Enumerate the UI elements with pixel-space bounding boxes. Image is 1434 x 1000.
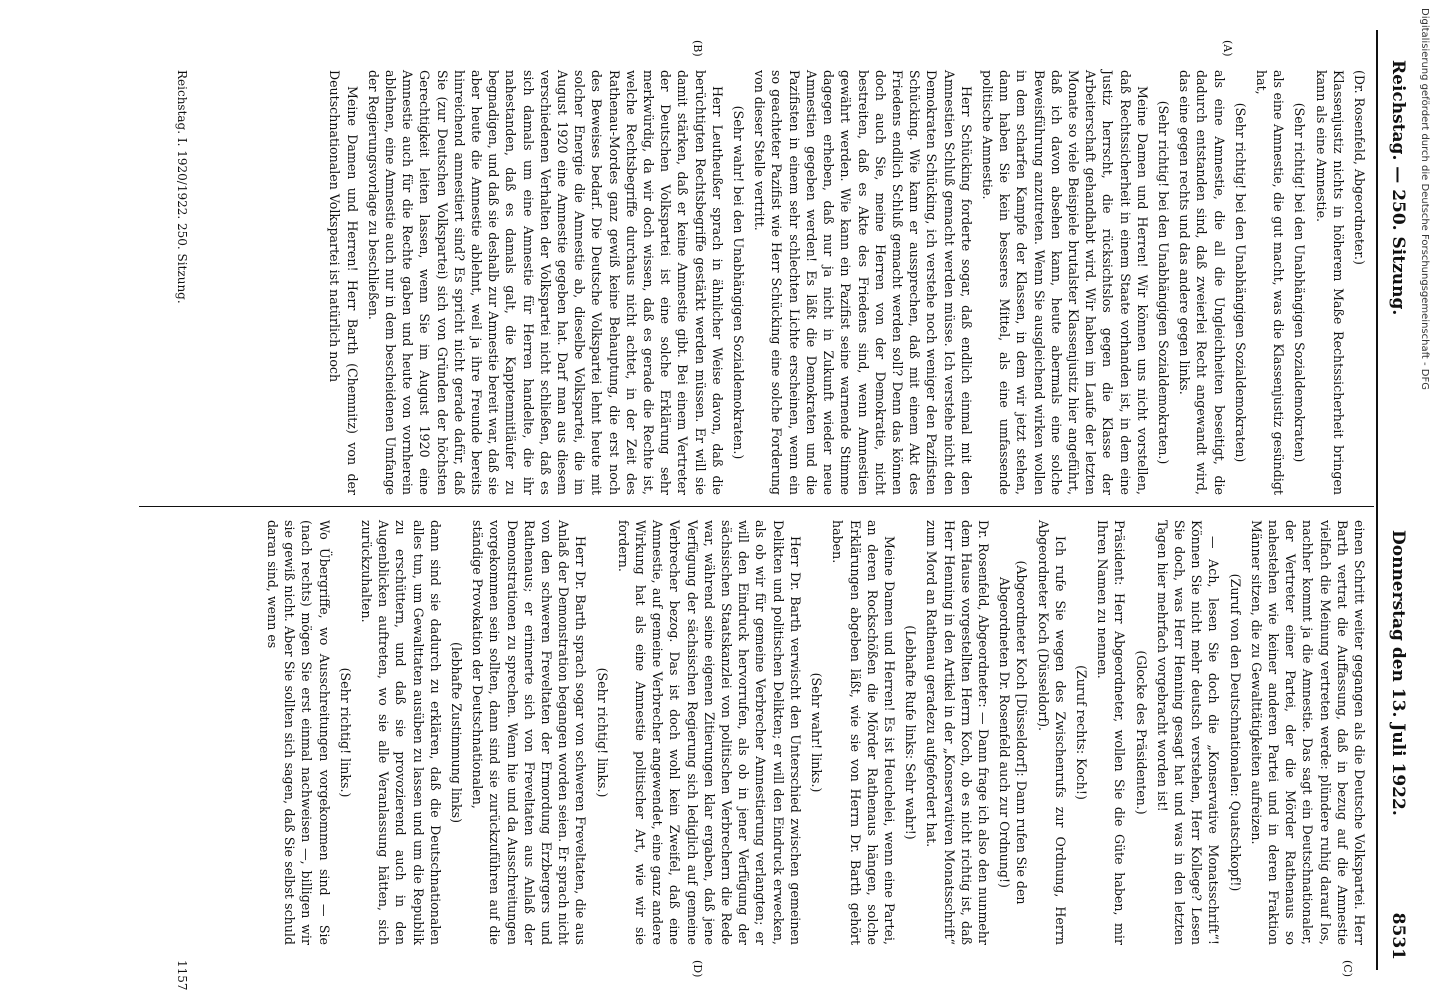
right-column-paragraph: dann sind sie dadurch zu erklären, daß die Deutschnationalen alles tun, um Gewalttaten ausüben zu lassen und um die Republik zu erschüttern, und daß sie provozierend auch in den Augenblicken auftreten, wo sie alle Veranlassung hätten, sich zurückzuhalten.: [359, 520, 443, 945]
header-session: Reichstag. — 250. Sitzung.: [1388, 60, 1408, 316]
marker-d: (D): [691, 960, 704, 978]
right-column-paragraph: Dr. Rosenfeld, Abgeordneter: — Dann frage ich also den nunmehr dem Hause vorgestellten Herrn Koch, ob es nicht richtig ist, daß Herr Henning in den Artikel in der „Konservativen Monatsschrift“ zum Mord an Rathenau geradezu aufgefordert hat.: [924, 520, 991, 945]
right-column-paragraph: (Zuruf von den Deutschnationalen: Quatschkopf!): [1227, 573, 1243, 892]
right-column-paragraph: (Lebhafte Rufe links: Sehr wahr!): [903, 625, 919, 840]
right-column-paragraph: (Zuruf rechts: Koch!): [1073, 665, 1089, 800]
left-column-paragraph: (Sehr wahr! bei den Unabhängigen Sozialdemokraten.): [731, 105, 747, 460]
marker-b: (B): [691, 40, 704, 57]
marker-a: (A): [1221, 40, 1234, 57]
left-column-paragraph: als eine Amnestie, die all die Ungleichheiten beseitigt, die dadurch entstanden sind, daß zweierlei Recht angewandt wird, das eine gegen rechts und das andere gegen links.: [1177, 70, 1227, 495]
header-rule: [1376, 30, 1378, 970]
right-column-paragraph: — Ach, lesen Sie doch die „Konservative Monatsschrift“! Können Sie nicht mehr deutsch verstehen, Herr Kollege? Lesen Sie doch, was Herr Henning gesagt hat und was in den letzten Tagen hier mehrfach vorgebracht worden ist!: [1154, 520, 1222, 945]
digitization-note: [1418, 8, 1434, 588]
digitization-text: Digitalisierung gefördert durch die Deutsche Forschungsgemeinschaft - DFG: [1419, 8, 1430, 391]
left-column: [322, 70, 1368, 495]
left-column-paragraph: Herr Schücking forderte sogar, daß endlich einmal mit den Amnestien Schluß gemacht werden müsse. Ich verstehe nicht den Demokraten Schücking, ich verstehe noch weniger den Pazifisten Schücking. Wie kann er aussprechen, daß mit einem Akt des Friedens endlich Schluß gemacht werden soll? Denn das können doch auch Sie, meine Herren von der Demokratie, nicht bestreiten, daß es Akte des Friedens sind, wenn Amnestien gewährt werden. Wie kann ein Pazifist seine warnende Stimme dagegen erheben, daß nur ja nicht in Zukunft wieder neue Amnestien gegeben werden! Es läßt die Demokraten und die Pazifisten in einem sehr schlechten Lichte erscheinen, wenn ein so geachteter Pazifist wie Herr Schücking eine solche Forderung von dieser Stelle vertritt.: [752, 70, 974, 495]
right-column-paragraph: (Sehr wahr! links.): [809, 672, 825, 793]
right-column-paragraph: (lebhafte Zustimmung links): [449, 641, 465, 823]
right-column-paragraph: Präsident: Herr Abgeordneter, wollen Sie die Güte haben, mir Ihren Namen zu nennen.: [1095, 520, 1128, 945]
column-divider: [139, 506, 1374, 507]
footer-source: Reichstag. I. 1920/1922. 250. Sitzung.: [175, 70, 189, 304]
right-column-paragraph: einen Schritt weiter gegangen als die Deutsche Volkspartei. Herr Barth vertrat die Auffassung, daß in bezug auf die Amnestie vielfach die Meinung vertreten werde: plündere ruhig darauf los, nachher kommt ja die Amnestie. Das sagt ein Deutschnationaler, der Vertreter einer Partei, der die Mörder Rathenaus so nahestehen wie keiner anderen Partei und in deren Fraktion Männer sitzen, die zu Gewalttätigkeiten aufreizen.: [1248, 520, 1367, 945]
left-column-paragraph: (Dr. Rosenfeld, Abgeordneter.): [1352, 70, 1367, 265]
left-column-paragraph: (Sehr richtig! bei den Unabhängigen Sozialdemokraten): [1292, 102, 1308, 463]
right-column-paragraph: Meine Damen und Herren! Es ist Heuchelei, wenn eine Partei, an deren Rockschößen die Mörder Rathenaus hängen, solche Erklärungen abgeben läßt, wie sie von Herrn Dr. Barth gehört haben.: [830, 520, 897, 945]
page-header: [1378, 60, 1418, 960]
right-column-paragraph: (Abgeordneter Koch [Düsseldorf]: Dann rufen Sie den Abgeordneten Dr. Rosenfeld auch zur Ordnung!): [997, 560, 1030, 905]
right-column-paragraph: Herr Dr. Barth sprach sogar von schweren Freveltaten, die aus Anlaß der Demonstration begangen worden seien. Er sprach nicht von den schweren Freveltaten der Ermordung Erzbergers und Rathenaus; er erinnerte sich von Freveltaten aus Anlaß der Demonstrationen zu sprechen. Wenn hie und da Ausschreitungen vorgekommen sein sollten, dann sind sie zurückzuführen auf die ständige Provokation der Deutschnationalen,: [470, 520, 589, 945]
header-page-number: 8531: [1388, 912, 1408, 960]
right-column-paragraph: Wo Übergriffe, wo Ausschreitungen vorgekommen sind — Sie (nach rechts) mögen Sie erst einmal nachweisen —, billigen wir sie gewiß nicht. Aber Sie sollten sich sagen, daß Sie selbst schuld daran sind, wenn es: [265, 520, 332, 945]
right-column-paragraph: (Sehr richtig! links.): [594, 667, 610, 798]
right-column-paragraph: (Glocke des Präsidenten.): [1133, 650, 1149, 815]
left-column-paragraph: (Sehr richtig! bei den Unabhängigen Sozialdemokraten): [1232, 102, 1248, 463]
left-column-paragraph: Meine Damen und Herren! Wir können uns nicht vorstellen, daß Rechtssicherheit in einem Staate vorhanden ist, in dem eine Justiz herrscht, die rücksichtslos gegen die Klasse der Arbeiterschaft gehandhabt wird. Wir haben im Laufe der letzten Monate so viele Beispiele brutalster Klassenjustiz hier angeführt, daß ich davon absehen kann, heute abermals eine solche Beweisführung anzutreten. Wenn Sie ausgleichend wirken wollen in dem scharfen Kampfe der Klassen, in dem wir jetzt stehen, dann haben Sie kein besseres Mittel, als eine umfassende politische Amnestie.: [979, 70, 1150, 495]
header-date: Donnerstag den 13. Juli 1922.: [1388, 530, 1408, 816]
right-column-paragraph: Herr Dr. Barth verwischt den Unterschied zwischen gemeinen Delikten und politischen Delikten; er will den Eindruck erwecken, als ob wir für gemeine Verbrecher Amnestierung verlangten; er will den Eindruck hervorrufen, als ob in jener Verfügung der sächsischen Staatskanzlei von politischen Verbrechern die Rede war, während seine eigenen Zitierungen klar ergaben, daß jene Verfügung der sächsischen Regierung sich lediglich auf gemeine Verbrecher bezog. Das ist doch wohl kein Zweifel, daß eine Amnestie, auf gemeine Verbrecher angewendet, eine ganz andere Wirkung hat als eine Amnestie politischer Art, wie wir sie fordern.: [615, 520, 803, 945]
right-column-paragraph: (Sehr richtig! links.): [337, 667, 353, 798]
footer-number: 1157: [175, 960, 189, 991]
left-column-paragraph: als eine Amnestie, die gut macht, was die Klassenjustiz gesündigt hat,: [1253, 70, 1287, 495]
marker-c: (C): [1341, 960, 1354, 977]
right-column-paragraph: Ich rufe Sie wegen des Zwischenrufs zur Ordnung, Herrn Abgeordneter Koch (Düsseldorf).: [1035, 520, 1068, 945]
left-column-paragraph: Herr Leutheußer sprach in ähnlicher Weise davon, daß die berüchtigten Rechtsbegriffe gestärkt werden müssen. Er will sie damit stärken, daß er keine Amnestie gibt. Bei einem Vertreter der Deutschen Volkspartei ist eine solche Erklärung sehr merkwürdig, da wir doch wissen, daß es gerade die Rechte ist, welche Rechtsbegriffe durchaus nicht achtet, in der Zeit des Rathenau-Mordes ganz gewiß keine Behauptung, die erst noch des Beweises bedarf. Die Deutsche Volkspartei lehnt heute mit solcher Energie die Amnestie ab, dieselbe Volkspartei, die im August 1920 eine Amnestie gegeben hat. Darf man aus diesem verschiedenen Verhalten der Volkspartei nicht schließen, daß es sich damals um eine Amnestie für Herren handelte, die ihr nahestanden, daß es damals galt, die Kapptenmitläufer zu begnadigen, und daß sie deshalb zur Amnestie bereit war, daß sie aber heute die Amnestie ablehnt, weil ja ihre Freunde bereits hinreichend amnestiert sind? Es spricht nicht gerade dafür, daß Sie (zur Deutschen Volkspartei) sich von Gründen der höchsten Gerechtigkeit leiten lassen, wenn Sie im August 1920 eine Amnestie auch für die Rechte gaben und heute von vornherein ablehnen, eine Amnestie auch nur in dem bescheidenen Umfange der Regierungsvorlage zu beschließen.: [365, 70, 725, 495]
left-column-paragraph: Klassenjustiz nichts in höherem Maße Rechtssicherheit bringen kann als eine Amnestie.: [1313, 70, 1346, 495]
left-column-paragraph: (Sehr richtig! bei den Unabhängigen Sozialdemokraten.): [1155, 100, 1171, 465]
left-column-paragraph: Meine Damen und Herren! Herr Barth (Chemnitz) von der Deutschnationalen Volkspartei ist natürlich noch: [327, 70, 360, 495]
right-column: [260, 520, 1368, 945]
